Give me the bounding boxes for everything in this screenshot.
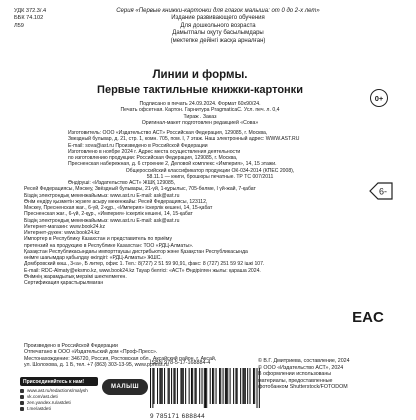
barcode-bar xyxy=(180,368,181,404)
telegram-icon xyxy=(20,407,24,411)
age-six-label: 6- xyxy=(378,186,388,197)
barcode-bar xyxy=(189,368,190,404)
info-line: Біздің электрондық мекенжайымыз: www.ast.ru E-mail: ask@ast.ru xyxy=(24,192,180,199)
publisher-logo: МАЛЫШ xyxy=(102,379,148,395)
social-link[interactable] xyxy=(20,406,98,412)
meta-line: Печать офсетная. Картон. Гарнитура PragmaticaC. Усл. печ. л. 0,4 xyxy=(120,107,280,114)
barcode-bar xyxy=(154,368,155,404)
copyright-line: В оформлении использованы xyxy=(258,371,332,378)
barcode-bar xyxy=(196,368,197,404)
barcode-bar xyxy=(169,368,170,404)
series-line: Дамытпалы оқуту басылымдары xyxy=(172,30,264,37)
info-line: 58.11.1 — книги, брошюры печатные. ТР ТС 007/2011 xyxy=(146,173,274,180)
age-six-warning-icon xyxy=(368,181,394,201)
barcode-bar xyxy=(206,368,207,408)
barcode-bar xyxy=(245,368,246,404)
info-line: Өнімнің жарамдылық мерзімі шектелмеген. xyxy=(24,273,127,280)
barcode-bar xyxy=(233,368,234,404)
barcode-bar xyxy=(253,368,254,404)
info-line: Пресненская набережная, д. 6 строение 2, Деловой комплекс «Империя», 14, 15 этажи. xyxy=(68,161,277,168)
book-subtitle: Первые тактильные книжки-картонки xyxy=(97,84,303,96)
barcode-bar xyxy=(247,368,248,404)
printed-line: Произведено в Российской Федерации xyxy=(24,343,118,349)
printed-line: Местонахождение: 346720, Россия, Ростовская обл., Аксайский район, г. Аксай, xyxy=(24,355,217,362)
social-promo xyxy=(20,377,98,412)
classification-code: УДК 372.3/.4 xyxy=(14,8,47,14)
info-line: Ресей Федерациясы, Мәскеу, Звёздный бульвары, 21-үй, 1-құрылыс, 705-бөлме, I үй-жай, 7-қабат xyxy=(24,186,256,193)
vk-icon xyxy=(20,395,24,399)
social-links xyxy=(20,388,98,412)
copyright-line: фотобанком Shutterstock/FOTODOM xyxy=(258,384,348,391)
info-line: Изготовитель: ООО «Издательство АСТ» Российская Федерация, 129085, г. Москва, xyxy=(68,130,268,136)
series-line: Издание развивающего обучения xyxy=(171,15,265,22)
info-line: Мәскеу, Пресненская жағ., 6-үй, 2-құр., «Империя» іскерлік кешені, 14, 15-қабат xyxy=(24,205,213,211)
info-line: Интернет-дүкен: www.book24.kz xyxy=(24,230,100,236)
info-line: Интернет-магазин: www.book24.kz xyxy=(24,223,105,230)
barcode-bar xyxy=(201,368,202,404)
barcode-bar xyxy=(159,368,160,404)
barcode-bar xyxy=(175,368,176,404)
barcode-bar xyxy=(199,368,200,404)
barcode-bar xyxy=(216,368,217,404)
book-title: Линии и формы. xyxy=(152,69,248,81)
barcode-bar xyxy=(240,368,241,404)
barcode-bar xyxy=(226,368,227,404)
age-rating-badge: 0+ xyxy=(370,89,388,107)
info-line: Звездный бульвар, д. 21, стр. 1, комн. 705, пом. I, 7 этаж. Наш электронный адрес: WWW.AST.RU xyxy=(68,136,300,143)
info-line: по изготовлению продукции: Российская Федерация, 129085, г. Москва, xyxy=(68,155,238,161)
barcode-bar xyxy=(204,368,205,408)
barcode-bar xyxy=(249,368,250,404)
barcode-bar xyxy=(242,368,243,404)
barcode-bar xyxy=(183,368,184,404)
barcode-bar xyxy=(205,368,206,408)
barcode-bar xyxy=(161,368,162,404)
copyright-line: материалы, предоставленные xyxy=(258,377,333,384)
info-line: Общероссийский классификатор продукции ОК-034-2014 (КПЕС 2008), xyxy=(125,167,295,174)
barcode-bar xyxy=(237,368,238,404)
barcode-bar xyxy=(225,368,226,404)
barcode-bar xyxy=(223,368,224,404)
barcode-bar xyxy=(235,368,236,404)
barcode-bar xyxy=(168,368,169,404)
barcode-bar xyxy=(182,368,183,404)
info-line: Сертификация қарастырылмаған xyxy=(24,280,104,286)
isbn: ISBN 978-5-17-168884-4 xyxy=(150,360,211,366)
barcode-bar xyxy=(227,368,228,404)
copyright-block xyxy=(258,358,408,391)
zen-icon xyxy=(20,401,24,405)
info-line: претензий на продукцию в Республике Казахстан: ТОО «РДЦ-Алматы». xyxy=(24,242,194,249)
barcode-bar xyxy=(185,368,186,404)
info-line: өнімге шағымдар қабылдау өкілдігі: «РДЦ-Алматы» ЖШС. xyxy=(24,255,162,261)
info-line: Домбровский көш., 3«а», Б литер, офис 1. Тел.: 8(727) 2 51 59 90,91, факс: 8 (727) 251 59 92 ішкі 107. xyxy=(24,261,265,268)
printed-line: ул. Шолохова, д. 1 Б, тел. +7 (863) 303-13-95, www.ppress.ru xyxy=(24,361,169,368)
barcode-bar xyxy=(212,368,213,404)
social-link-text: zen.yandex.ru/astdeti xyxy=(27,400,71,405)
info-line: E-mail: sova@ast.ru Произведено в Российской Федерации xyxy=(68,142,208,149)
barcode-bar xyxy=(162,368,163,404)
meta-line: Подписано в печать 24.09.2024. Формат 60х90/24. xyxy=(139,101,261,107)
barcode-bar xyxy=(173,368,174,404)
barcode-bar xyxy=(177,368,178,404)
series-line: (мектепке дейінгі жасқа арналған) xyxy=(170,37,266,44)
barcode-bar xyxy=(210,368,211,404)
info-line: Өнім ендіру қызметін жүзеге асыру мекенжайы: Ресей Федерациясы, 123112, xyxy=(24,198,208,205)
barcode-bar xyxy=(171,368,172,404)
info-line: Импортер в Республику Казахстан и представитель по приёму xyxy=(24,236,173,243)
barcode-bar xyxy=(152,368,153,408)
copyright-line: © ООО «Издательство АСТ», 2024 xyxy=(258,364,344,371)
info-line: Пресненская жағ., 6-үй, 2-құр., «Империя» іскерлік кешені, 14, 15-қабат xyxy=(24,211,193,218)
eac-mark-icon xyxy=(354,305,382,327)
copyright-line: © В.Г. Дмитриева, составление, 2024 xyxy=(258,358,350,364)
barcode-bar xyxy=(244,368,245,404)
info-line: Изготовлено в ноябре 2024 г. Адрес места осуществления деятельности xyxy=(68,148,241,155)
social-link-text: www.ast.ru/redactions/malysh xyxy=(27,388,88,393)
barcode-bar xyxy=(191,368,192,404)
classification-code: Л59 xyxy=(14,22,24,29)
printed-line: Отпечатано в ООО «Издательский дом «Проф-Пресс». xyxy=(24,349,158,356)
info-line: Өндіруші: «Издательство АСТ» ЖШҚ 129085, xyxy=(68,180,176,186)
meta-line: Тираж . Заказ xyxy=(183,113,217,120)
barcode-bar xyxy=(230,368,231,404)
barcode-bar xyxy=(254,368,255,404)
info-line: E-mail: RDC-Almaty@eksmo.kz, www.book24.kz Тауар белгісі: «АСТ» Өндірілген жылы: қараша 2024. xyxy=(24,267,261,274)
barcode-bar xyxy=(192,368,193,404)
manufacturer-info xyxy=(24,130,396,286)
print-metadata xyxy=(28,101,372,126)
series-line: Для дошкольного возраста xyxy=(180,22,256,29)
barcode-icon xyxy=(150,368,260,408)
series-info xyxy=(68,8,368,45)
barcode-bar xyxy=(194,368,195,404)
social-link-text: vk.com/ast.deti xyxy=(27,394,58,399)
ean-number: 9 785171 688844 xyxy=(150,413,206,420)
barcode-bar xyxy=(213,368,214,404)
barcode-bar xyxy=(220,368,221,404)
series-line: Серия «Первые книжки-картонки для глазок малыша: от 0 до 2-х лет» xyxy=(116,8,320,14)
eac-label: EAC xyxy=(352,309,384,326)
web-icon xyxy=(20,389,24,393)
barcode-bar xyxy=(164,368,165,404)
info-line: Біздің электрондық мекенжайымыз: www.ast.ru E-mail: ask@ast.ru xyxy=(24,217,180,224)
barcode-bar xyxy=(157,368,158,404)
classification-codes xyxy=(14,8,62,30)
social-link-text: t.me/astdeti xyxy=(27,406,51,411)
info-line: Қазақстан Республикасындағы импорттаушы дистрибьютор және Қазақстан Республикасында xyxy=(24,248,248,255)
barcode-bar xyxy=(219,368,220,404)
meta-line: Оригинал-макет подготовлен редакцией «Сова» xyxy=(141,119,259,126)
barcode-bar xyxy=(150,368,151,408)
classification-code: ББК 74.102 xyxy=(14,15,44,22)
promo-label: Присоединяйтесь к нам! xyxy=(20,377,98,386)
